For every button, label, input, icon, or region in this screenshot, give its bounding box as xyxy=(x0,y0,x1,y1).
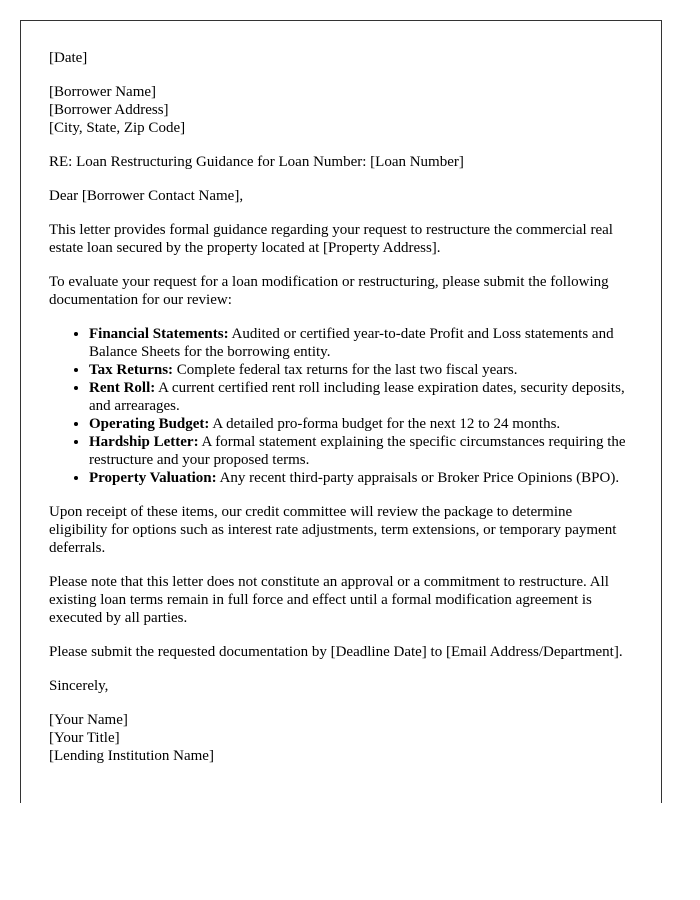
letter-page xyxy=(20,20,662,803)
list-item xyxy=(89,379,633,415)
letter-date: [Date] xyxy=(49,50,88,66)
recipient-name: [Borrower Name] xyxy=(49,84,157,100)
signature-block xyxy=(49,711,633,765)
item-text: Any recent third-party appraisals or Broker Price Opinions (BPO). xyxy=(216,470,620,486)
review-paragraph: Upon receipt of these items, our credit committee will review the package to determine eligibility for options such as interest rate adjustments, term extensions, or temporary payment deferrals. xyxy=(49,504,617,556)
signer-title: [Your Title] xyxy=(49,730,120,746)
deadline-paragraph: Please submit the requested documentation by [Deadline Date] to [Email Address/Department]. xyxy=(49,644,623,660)
recipient-city: [City, State, Zip Code] xyxy=(49,120,186,136)
disclaimer-paragraph: Please note that this letter does not constitute an approval or a commitment to restructure. All existing loan terms remain in full force and effect until a formal modification agreement is executed by all parties. xyxy=(49,574,609,626)
item-text: Complete federal tax returns for the last two fiscal years. xyxy=(173,362,518,378)
intro-paragraph: This letter provides formal guidance regarding your request to restructure the commercial real estate loan secured by the property located at [Property Address]. xyxy=(49,222,613,256)
item-label: Hardship Letter: xyxy=(89,434,199,450)
list-item xyxy=(89,415,633,433)
item-label: Rent Roll: xyxy=(89,380,156,396)
item-text: A detailed pro-forma budget for the next 12 to 24 months. xyxy=(209,416,561,432)
item-label: Operating Budget: xyxy=(89,416,210,432)
list-item xyxy=(89,433,633,469)
recipient-address xyxy=(49,83,633,137)
request-paragraph: To evaluate your request for a loan modification or restructuring, please submit the following documentation for our review: xyxy=(49,274,609,308)
signer-name: [Your Name] xyxy=(49,712,128,728)
item-text: A formal statement explaining the specific circumstances requiring the restructure and your proposed terms. xyxy=(89,434,626,468)
salutation: Dear [Borrower Contact Name], xyxy=(49,188,244,204)
item-text: Audited or certified year-to-date Profit and Loss statements and Balance Sheets for the borrowing entity. xyxy=(89,326,614,360)
list-item xyxy=(89,361,633,379)
list-item xyxy=(89,325,633,361)
institution-name: [Lending Institution Name] xyxy=(49,748,214,764)
recipient-street: [Borrower Address] xyxy=(49,102,169,118)
item-label: Property Valuation: xyxy=(89,470,217,486)
item-text: A current certified rent roll including lease expiration dates, security deposits, and arrearages. xyxy=(89,380,625,414)
documents-list xyxy=(49,325,633,487)
subject-line: RE: Loan Restructuring Guidance for Loan Number: [Loan Number] xyxy=(49,154,464,170)
item-label: Tax Returns: xyxy=(89,362,174,378)
closing: Sincerely, xyxy=(49,678,109,694)
list-item xyxy=(89,469,633,487)
item-label: Financial Statements: xyxy=(89,326,229,342)
